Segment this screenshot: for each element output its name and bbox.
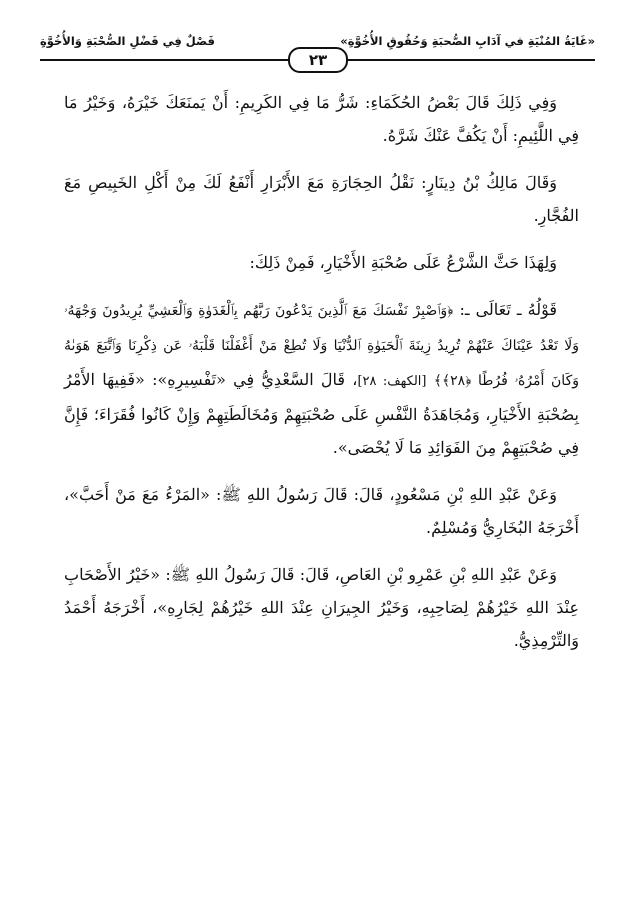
book-title: «غَايَةُ المُنْيَةِ في آدَابِ الصُّحبَةِ وَحُقُوقِ الأُخُوَّةِ»	[340, 34, 595, 48]
paragraph: وَلِهَذَا حَثَّ الشَّرْعُ عَلَى صُحْبَةِ الأَخْيَارِ، فَمِنْ ذَلِكَ:	[249, 253, 557, 272]
page-number: ٢٣	[288, 47, 348, 73]
paragraph: وَفِي ذَلِكَ قَالَ بَعْضُ الحُكَمَاءِ: شَرُّ مَا فِي الكَرِيمِ: أَنْ يَمنَعَكَ خَيْرَهُ، وَخَيْرُ مَا فِي اللَّئِيمِ: أَنْ يَكُفَّ عَنْكَ شَرَّهُ.	[64, 93, 579, 145]
paragraph: وَعَنْ عَبْدِ اللهِ بْنِ عَمْرِو بْنِ العَاصِ، قَالَ: قَالَ رَسُولُ اللهِ ﷺ: «خَيْرُ الأَصْحَابِ عِنْدَ اللهِ خَيْرُهُمْ لِصَاحِبِهِ، وَخَيْرُ الجِيرَانِ عِنْدَ اللهِ خَيْرُهُمْ لِجَارِهِ»، أَخْرَجَهُ أَحْمَدُ وَالتِّرْمِذِيُّ.	[64, 565, 579, 650]
paragraph-quran	[64, 293, 579, 464]
page-body	[64, 86, 579, 671]
paragraph: وَعَنْ عَبْدِ اللهِ بْنِ مَسْعُودٍ، قَالَ: قَالَ رَسُولُ اللهِ ﷺ: «المَرْءُ مَعَ مَنْ أَحَبَّ»، أَخْرَجَهُ البُخَارِيُّ وَمُسْلِمٌ.	[64, 485, 579, 537]
paragraph: وَقَالَ مَالِكُ بْنُ دِينَارٍ: نَقْلُ الحِجَارَةِ مَعَ الأَبْرَارِ أَنْفَعُ لَكَ مِنْ أَكْلِ الخَبِيصِ مَعَ الفُجَّارِ.	[64, 173, 579, 225]
chapter-title: فَصْلٌ فِي فَضْلِ الصُّحْبَةِ وَالأُخُوَّةِ	[40, 34, 215, 48]
quran-reference: [الكهف: ٢٨]	[357, 374, 427, 389]
quran-intro: قَوْلُهُ ـ تَعَالَى ـ:	[459, 300, 558, 319]
quran-ayah: ﴿وَٱصْبِرْ نَفْسَكَ مَعَ ٱلَّذِينَ يَدْعُونَ رَبَّهُم بِٱلْغَدَوٰةِ وَٱلْعَشِيِّ يُرِيدُونَ وَجْهَهُۥ وَلَا تَعْدُ عَيْنَاكَ عَنْهُمْ تُرِيدُ زِينَةَ ٱلْحَيَوٰةِ ٱلدُّنْيَا وَلَا تُطِعْ مَنْ أَغْفَلْنَا قَلْبَهُۥ عَن ذِكْرِنَا وَٱتَّبَعَ هَوَىٰهُ وَكَانَ أَمْرُهُۥ فُرُطًا ﴿٢٨﴾﴾	[64, 303, 579, 389]
tafsir-quote: ، قَالَ السَّعْدِيُّ فِي «تَفْسِيرِهِ»: «فَفِيهَا الأَمْرُ بِصُحْبَةِ الأَخْيَارِ، وَمُجَاهَدَةُ النَّفْسِ عَلَى صُحْبَتِهِمْ وَمُخَالَطَتِهِمْ وَإِنْ كَانُوا فُقَرَاءَ؛ فَإِنَّ فِي صُحْبَتِهِمْ مِنَ الفَوَائِدِ مَا لَا يُحْصَى».	[64, 370, 579, 457]
